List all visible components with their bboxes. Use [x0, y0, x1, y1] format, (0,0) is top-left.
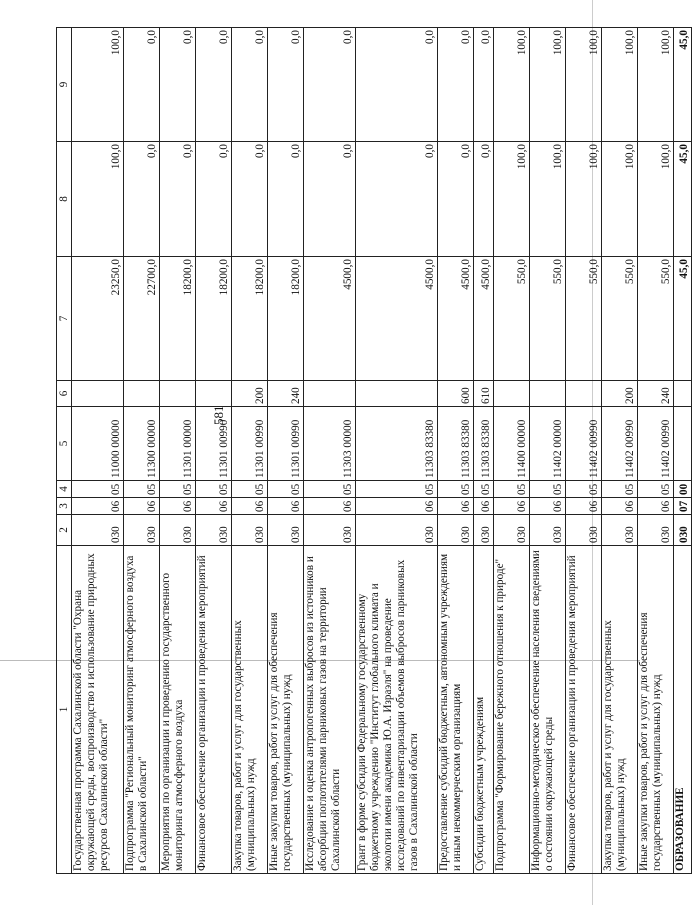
- header-cell: 2: [57, 515, 72, 546]
- expense-type-cell: [674, 381, 692, 407]
- amount-year1-cell: 23250,0: [72, 257, 124, 381]
- table-row: [124, 28, 160, 874]
- section-cell: 06: [72, 498, 124, 515]
- amount-year2-cell: 45,0: [674, 142, 692, 257]
- subsection-cell: 05: [196, 481, 232, 498]
- target-article-cell: [674, 407, 692, 481]
- expense-type-cell: 600: [438, 381, 474, 407]
- amount-year1-cell: 45,0: [674, 257, 692, 381]
- amount-year2-cell: 0,0: [124, 142, 160, 257]
- table-row: [602, 28, 638, 874]
- section-cell: 06: [268, 498, 304, 515]
- table-row: [72, 28, 124, 874]
- amount-year3-cell: 0,0: [268, 28, 304, 142]
- table-row: [474, 28, 494, 874]
- target-article-cell: 11402 00000: [530, 407, 566, 481]
- amount-year3-cell: 0,0: [232, 28, 268, 142]
- amount-year3-cell: 0,0: [124, 28, 160, 142]
- subsection-cell: 05: [124, 481, 160, 498]
- amount-year1-cell: 4500,0: [356, 257, 438, 381]
- table-row: [268, 28, 304, 874]
- target-article-cell: 11400 00000: [494, 407, 530, 481]
- amount-year1-cell: 550,0: [530, 257, 566, 381]
- subsection-cell: 05: [566, 481, 602, 498]
- row-name-cell: Мероприятия по организации и проведению государственного мониторинга атмосферного воздуха: [160, 546, 196, 874]
- amount-year1-cell: 550,0: [638, 257, 674, 381]
- row-name-cell: Иные закупки товаров, работ и услуг для обеспечения государственных (муниципальных) нужд: [638, 546, 674, 874]
- row-name-cell: Информационно-методическое обеспечение населения сведениями о состоянии окружающей среды: [530, 546, 566, 874]
- amount-year2-cell: 0,0: [268, 142, 304, 257]
- subsection-cell: 05: [494, 481, 530, 498]
- amount-year2-cell: 0,0: [304, 142, 356, 257]
- admin-code-cell: 030: [530, 515, 566, 546]
- amount-year2-cell: 100,0: [530, 142, 566, 257]
- amount-year1-cell: 4500,0: [474, 257, 494, 381]
- admin-code-cell: 030: [268, 515, 304, 546]
- section-cell: 06: [566, 498, 602, 515]
- admin-code-cell: 030: [196, 515, 232, 546]
- subsection-cell: 05: [638, 481, 674, 498]
- expense-type-cell: [160, 381, 196, 407]
- table-row: [304, 28, 356, 874]
- target-article-cell: 11402 00990: [566, 407, 602, 481]
- expense-type-cell: [530, 381, 566, 407]
- header-cell: 1: [57, 546, 72, 874]
- row-name-cell: ОБРАЗОВАНИЕ: [674, 546, 692, 874]
- target-article-cell: 11303 83380: [438, 407, 474, 481]
- section-cell: 06: [232, 498, 268, 515]
- row-name-cell: Субсидии бюджетным учреждениям: [474, 546, 494, 874]
- expense-type-cell: 240: [268, 381, 304, 407]
- amount-year1-cell: 18200,0: [160, 257, 196, 381]
- amount-year2-cell: 100,0: [494, 142, 530, 257]
- amount-year2-cell: 0,0: [160, 142, 196, 257]
- table-row: [638, 28, 674, 874]
- admin-code-cell: 030: [72, 515, 124, 546]
- subsection-cell: 05: [474, 481, 494, 498]
- amount-year3-cell: 100,0: [638, 28, 674, 142]
- expense-type-cell: 200: [602, 381, 638, 407]
- section-cell: 06: [124, 498, 160, 515]
- expense-type-cell: [494, 381, 530, 407]
- admin-code-cell: 030: [638, 515, 674, 546]
- table-row: [674, 28, 692, 874]
- header-cell: 8: [57, 142, 72, 257]
- amount-year2-cell: 100,0: [602, 142, 638, 257]
- admin-code-cell: 030: [602, 515, 638, 546]
- section-cell: 06: [474, 498, 494, 515]
- amount-year1-cell: 18200,0: [196, 257, 232, 381]
- row-name-cell: Подпрограмма "Формирование бережного отношения к природе": [494, 546, 530, 874]
- table-row: [566, 28, 602, 874]
- header-cell: 5: [57, 407, 72, 481]
- subsection-cell: 05: [356, 481, 438, 498]
- amount-year1-cell: 18200,0: [268, 257, 304, 381]
- row-name-cell: Предоставление субсидий бюджетным, автономным учреждениям и иным некоммерческим организациям: [438, 546, 474, 874]
- admin-code-cell: 030: [438, 515, 474, 546]
- expense-type-cell: [356, 381, 438, 407]
- amount-year3-cell: 0,0: [474, 28, 494, 142]
- subsection-cell: 05: [530, 481, 566, 498]
- amount-year1-cell: 550,0: [566, 257, 602, 381]
- target-article-cell: 11000 00000: [72, 407, 124, 481]
- row-name-cell: Грант в форме субсидии Федеральному государственному бюджетному учреждению "Институт глобального климата и экологии имени академика Ю.А. Израэля" на проведение исследований по инвентаризации объемов выбросов парниковых газов в Сахалинской области: [356, 546, 438, 874]
- amount-year2-cell: 100,0: [638, 142, 674, 257]
- target-article-cell: 11402 00990: [602, 407, 638, 481]
- table-row: [530, 28, 566, 874]
- amount-year3-cell: 0,0: [160, 28, 196, 142]
- admin-code-cell: 030: [356, 515, 438, 546]
- amount-year3-cell: 0,0: [438, 28, 474, 142]
- amount-year2-cell: 0,0: [438, 142, 474, 257]
- subsection-cell: 00: [674, 481, 692, 498]
- expense-type-cell: [196, 381, 232, 407]
- amount-year3-cell: 100,0: [602, 28, 638, 142]
- amount-year3-cell: 0,0: [196, 28, 232, 142]
- expense-type-cell: [304, 381, 356, 407]
- admin-code-cell: 030: [232, 515, 268, 546]
- admin-code-cell: 030: [160, 515, 196, 546]
- section-cell: 06: [602, 498, 638, 515]
- row-name-cell: Государственная программа Сахалинской области "Охрана окружающей среды, воспроизводство и использование природных ресурсов Сахалинской области": [72, 546, 124, 874]
- section-cell: 06: [304, 498, 356, 515]
- subsection-cell: 05: [304, 481, 356, 498]
- target-article-cell: 11303 00000: [304, 407, 356, 481]
- amount-year2-cell: 0,0: [356, 142, 438, 257]
- target-article-cell: 11301 00990: [196, 407, 232, 481]
- page-number: 581: [211, 405, 226, 425]
- amount-year3-cell: 0,0: [304, 28, 356, 142]
- section-cell: 06: [196, 498, 232, 515]
- table-row: [196, 28, 232, 874]
- row-name-cell: Закупка товаров, работ и услуг для государственных (муниципальных) нужд: [602, 546, 638, 874]
- section-cell: 06: [356, 498, 438, 515]
- expense-type-cell: 240: [638, 381, 674, 407]
- row-name-cell: Иные закупки товаров, работ и услуг для обеспечения государственных (муниципальных) нужд: [268, 546, 304, 874]
- subsection-cell: 05: [268, 481, 304, 498]
- amount-year1-cell: 4500,0: [304, 257, 356, 381]
- table-row: [494, 28, 530, 874]
- section-cell: 07: [674, 498, 692, 515]
- table-row: [438, 28, 474, 874]
- header-cell: 7: [57, 257, 72, 381]
- section-cell: 06: [494, 498, 530, 515]
- section-cell: 06: [160, 498, 196, 515]
- amount-year2-cell: 0,0: [232, 142, 268, 257]
- subsection-cell: 05: [72, 481, 124, 498]
- target-article-cell: 11300 00000: [124, 407, 160, 481]
- subsection-cell: 05: [438, 481, 474, 498]
- expense-type-cell: 610: [474, 381, 494, 407]
- amount-year3-cell: 45,0: [674, 28, 692, 142]
- target-article-cell: 11301 00990: [268, 407, 304, 481]
- amount-year2-cell: 100,0: [566, 142, 602, 257]
- amount-year3-cell: 0,0: [356, 28, 438, 142]
- row-name-cell: Финансовое обеспечение организации и проведения мероприятий: [566, 546, 602, 874]
- target-article-cell: 11301 00990: [232, 407, 268, 481]
- admin-code-cell: 030: [304, 515, 356, 546]
- amount-year2-cell: 0,0: [474, 142, 494, 257]
- table-row: [232, 28, 268, 874]
- target-article-cell: 11402 00990: [638, 407, 674, 481]
- amount-year3-cell: 100,0: [72, 28, 124, 142]
- budget-table: [56, 27, 692, 874]
- row-name-cell: Подпрограмма "Региональный мониторинг атмосферного воздуха в Сахалинской области": [124, 546, 160, 874]
- admin-code-cell: 030: [674, 515, 692, 546]
- admin-code-cell: 030: [124, 515, 160, 546]
- amount-year1-cell: 550,0: [602, 257, 638, 381]
- table-row: [356, 28, 438, 874]
- row-name-cell: Исследование и оценка антропогенных выбросов из источников и абсорбции поглотителями парниковых газов на территории Сахалинской области: [304, 546, 356, 874]
- subsection-cell: 05: [160, 481, 196, 498]
- header-cell: 6: [57, 381, 72, 407]
- expense-type-cell: [124, 381, 160, 407]
- row-name-cell: Закупка товаров, работ и услуг для государственных (муниципальных) нужд: [232, 546, 268, 874]
- header-cell: 3: [57, 498, 72, 515]
- table-body: [72, 28, 692, 874]
- admin-code-cell: 030: [566, 515, 602, 546]
- amount-year1-cell: 4500,0: [438, 257, 474, 381]
- target-article-cell: 11303 83380: [356, 407, 438, 481]
- section-cell: 06: [638, 498, 674, 515]
- target-article-cell: 11301 00000: [160, 407, 196, 481]
- rotated-table-wrapper: [56, 28, 690, 874]
- amount-year1-cell: 18200,0: [232, 257, 268, 381]
- subsection-cell: 05: [232, 481, 268, 498]
- section-cell: 06: [438, 498, 474, 515]
- header-cell: 9: [57, 28, 72, 142]
- row-name-cell: Финансовое обеспечение организации и проведения мероприятий: [196, 546, 232, 874]
- amount-year2-cell: 0,0: [196, 142, 232, 257]
- target-article-cell: 11303 83380: [474, 407, 494, 481]
- expense-type-cell: [72, 381, 124, 407]
- admin-code-cell: 030: [474, 515, 494, 546]
- amount-year2-cell: 100,0: [72, 142, 124, 257]
- section-cell: 06: [530, 498, 566, 515]
- admin-code-cell: 030: [494, 515, 530, 546]
- amount-year3-cell: 100,0: [494, 28, 530, 142]
- expense-type-cell: 200: [232, 381, 268, 407]
- amount-year1-cell: 22700,0: [124, 257, 160, 381]
- subsection-cell: 05: [602, 481, 638, 498]
- amount-year1-cell: 550,0: [494, 257, 530, 381]
- table-header-row: [57, 28, 72, 874]
- table-row: [160, 28, 196, 874]
- amount-year3-cell: 100,0: [530, 28, 566, 142]
- amount-year3-cell: 100,0: [566, 28, 602, 142]
- expense-type-cell: [566, 381, 602, 407]
- header-cell: 4: [57, 481, 72, 498]
